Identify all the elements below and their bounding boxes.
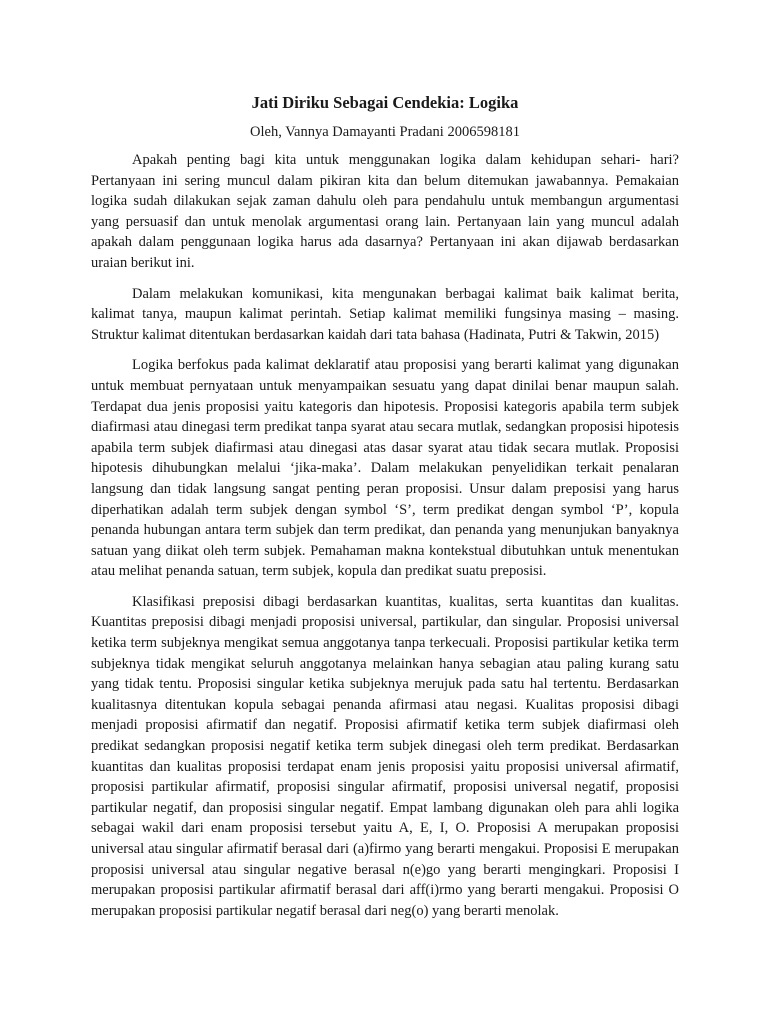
- paragraph-3: Logika berfokus pada kalimat deklaratif atau proposisi yang berarti kalimat yang digunakan untuk membuat pernyataan untuk menyampaikan sesuatu yang dapat dinilai benar maupun salah. Terdapat dua jenis proposisi yaitu kategoris dan hipotesis. Proposisi kategoris apabila term subjek diafirmasi atau dinegasi term predikat tanpa syarat atau secara mutlak, sedangkan proposisi hipotesis apabila term subjek diafirmasi atau dinegasi atas dasar syarat atau tidak secara mutlak. Proposisi hipotesis dihubungkan melalui ‘jika-maka’. Dalam melakukan penyelidikan terkait penalaran langsung dan tidak langsung sangat penting peran proposisi. Unsur dalam preposisi yang harus diperhatikan adalah term subjek dengan symbol ‘S’, term predikat dengan symbol ‘P’, kopula penanda hubungan antara term subjek dan term predikat, dan penanda yang menunjukan banyaknya satuan yang diikat oleh term subjek. Pemahaman makna kontekstual dibutuhkan untuk menentukan atau melihat penanda satuan, term subjek, kopula dan predikat suatu preposisi.: [91, 357, 679, 580]
- document-page: [91, 92, 679, 931]
- paragraph-1: Apakah penting bagi kita untuk menggunakan logika dalam kehidupan sehari- hari? Pertanyaan ini sering muncul dalam pikiran kita dan belum ditemukan jawabannya. Pemakaian logika sudah dilakukan sejak zaman dahulu oleh para pendahulu untuk membangun argumentasi yang persuasif dan untuk menolak argumentasi orang lain. Pertanyaan lain yang muncul adalah apakah dalam penggunaan logika harus ada dasarnya? Pertanyaan ini akan dijawab berdasarkan uraian berikut ini.: [91, 152, 679, 271]
- paragraph-2: Dalam melakukan komunikasi, kita mengunakan berbagai kalimat baik kalimat berita, kalimat tanya, maupun kalimat perintah. Setiap kalimat memiliki fungsinya masing – masing. Struktur kalimat ditentukan berdasarkan kaidah dari tata bahasa (Hadinata, Putri & Takwin, 2015): [91, 285, 679, 343]
- document-title: Jati Diriku Sebagai Cendekia: Logika: [251, 93, 519, 112]
- paragraph-4: Klasifikasi preposisi dibagi berdasarkan kuantitas, kualitas, serta kuantitas dan kualitas. Kuantitas preposisi dibagi menjadi proposisi universal, partikular, dan singular. Proposisi universal ketika term subjeknya mengikat semua anggotanya tanpa terkecuali. Proposisi partikular ketika term subjeknya tidak mengikat seluruh anggotanya melainkan hanya sebagian atau paling kurang satu yang tidak tentu. Proposisi singular ketika subjeknya merujuk pada satu hal tertentu. Berdasarkan kualitasnya ditentukan kopula sebagai penanda afirmasi atau negasi. Kualitas proposisi dibagi menjadi proposisi afirmatif dan negatif. Proposisi afirmatif ketika term subjek diafirmasi oleh predikat sedangkan proposisi negatif ketika term subjek dinegasi oleh term predikat. Berdasarkan kuantitas dan kualitas proposisi terdapat enam jenis proposisi yaitu proposisi universal afirmatif, proposisi partikular afirmatif, proposisi singular afirmatif, proposisi universal negatif, proposisi partikular negatif, dan proposisi singular negatif. Empat lambang digunakan oleh para ahli logika sebagai wakil dari enam proposisi tersebut yaitu A, E, I, O. Proposisi A merupakan proposisi universal atau singular afirmatif berasal dari (a)firmo yang berarti mengakui. Proposisi E merupakan proposisi universal atau singular negative berasal n(e)go yang berarti mengingkari. Proposisi I merupakan proposisi partikular afirmatif berasal dari aff(i)rmo yang berarti mengakui. Proposisi O merupakan proposisi partikular negatif berasal dari neg(o) yang berarti menolak.: [91, 593, 679, 919]
- document-author: Oleh, Vannya Damayanti Pradani 2006598181: [250, 124, 520, 140]
